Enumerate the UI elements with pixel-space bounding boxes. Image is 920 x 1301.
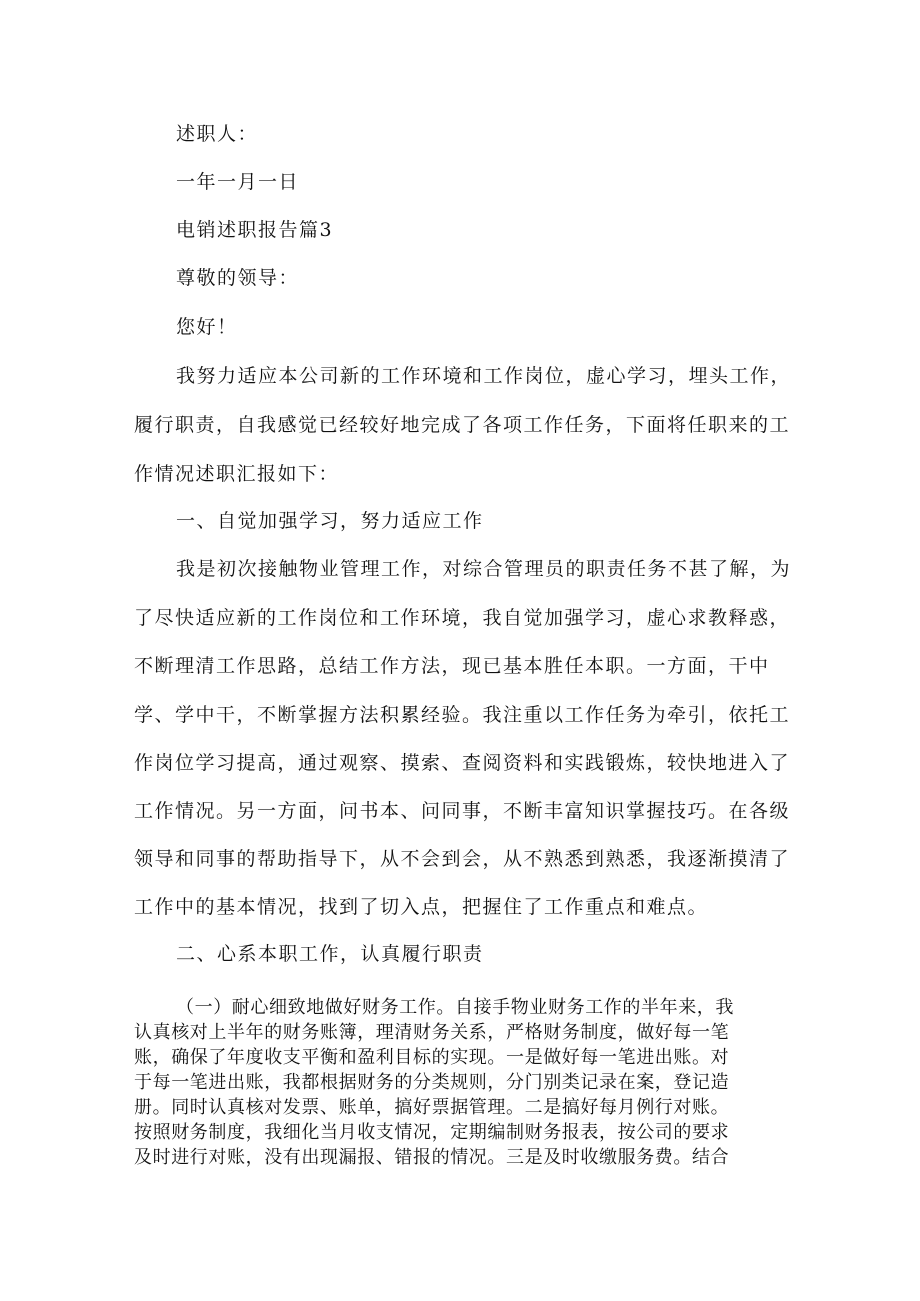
section1-line: 不断理清工作思路，总结工作方法，现已基本胜任本职。一方面，干中 — [134, 655, 770, 677]
section2-line: （一）耐心细致地做好财务工作。自接手物业财务工作的半年来，我 — [176, 997, 734, 1018]
salutation: 尊敬的领导： — [176, 267, 300, 289]
section2-line: 认真核对上半年的财务账簿，理清财务关系，严格财务制度，做好每一笔 — [134, 1022, 730, 1043]
section-heading-2: 二、心系本职工作，认真履行职责 — [176, 943, 484, 965]
date-line: 一年一月一日 — [176, 171, 300, 193]
greeting: 您好！ — [176, 316, 238, 338]
intro-line: 作情况述职汇报如下： — [134, 463, 340, 485]
section1-line: 学、学中干，不断掌握方法积累经验。我注重以工作任务为牵引，依托工 — [134, 704, 791, 726]
document-title: 电销述职报告篇3 — [176, 219, 334, 241]
section2-line: 及时进行对账，没有出现漏报、错报的情况。三是及时收缴服务费。结合 — [134, 1147, 730, 1168]
section2-line: 账，确保了年度收支平衡和盈利目标的实现。一是做好每一笔进出账。对 — [134, 1047, 730, 1068]
section2-line: 册。同时认真核对发票、账单，搞好票据管理。二是搞好每月例行对账。 — [134, 1097, 730, 1118]
section1-line: 工作情况。另一方面，问书本、问同事，不断丰富知识掌握技巧。在各级 — [134, 800, 791, 822]
section1-line: 工作中的基本情况，找到了切入点，把握住了工作重点和难点。 — [134, 896, 709, 918]
section1-line: 我是初次接触物业管理工作，对综合管理员的职责任务不甚了解，为 — [176, 558, 792, 580]
section2-line: 于每一笔进出账，我都根据财务的分类规则，分门别类记录在案，登记造 — [134, 1072, 730, 1093]
section-heading-1: 一、自觉加强学习，努力适应工作 — [176, 510, 484, 532]
intro-line: 履行职责，自我感觉已经较好地完成了各项工作任务，下面将任职来的工 — [134, 414, 791, 436]
section1-line: 领导和同事的帮助指导下，从不会到会，从不熟悉到熟悉，我逐渐摸清了 — [134, 848, 791, 870]
section1-line: 了尽快适应新的工作岗位和工作环境，我自觉加强学习，虚心求教释惑， — [134, 607, 791, 629]
intro-line: 我努力适应本公司新的工作环境和工作岗位，虚心学习，埋头工作， — [176, 365, 792, 387]
section2-line: 按照财务制度，我细化当月收支情况，定期编制财务报表，按公司的要求 — [134, 1122, 730, 1143]
section1-line: 作岗位学习提高，通过观察、摸索、查阅资料和实践锻炼，较快地进入了 — [134, 752, 791, 774]
signer-label: 述职人： — [176, 123, 259, 145]
